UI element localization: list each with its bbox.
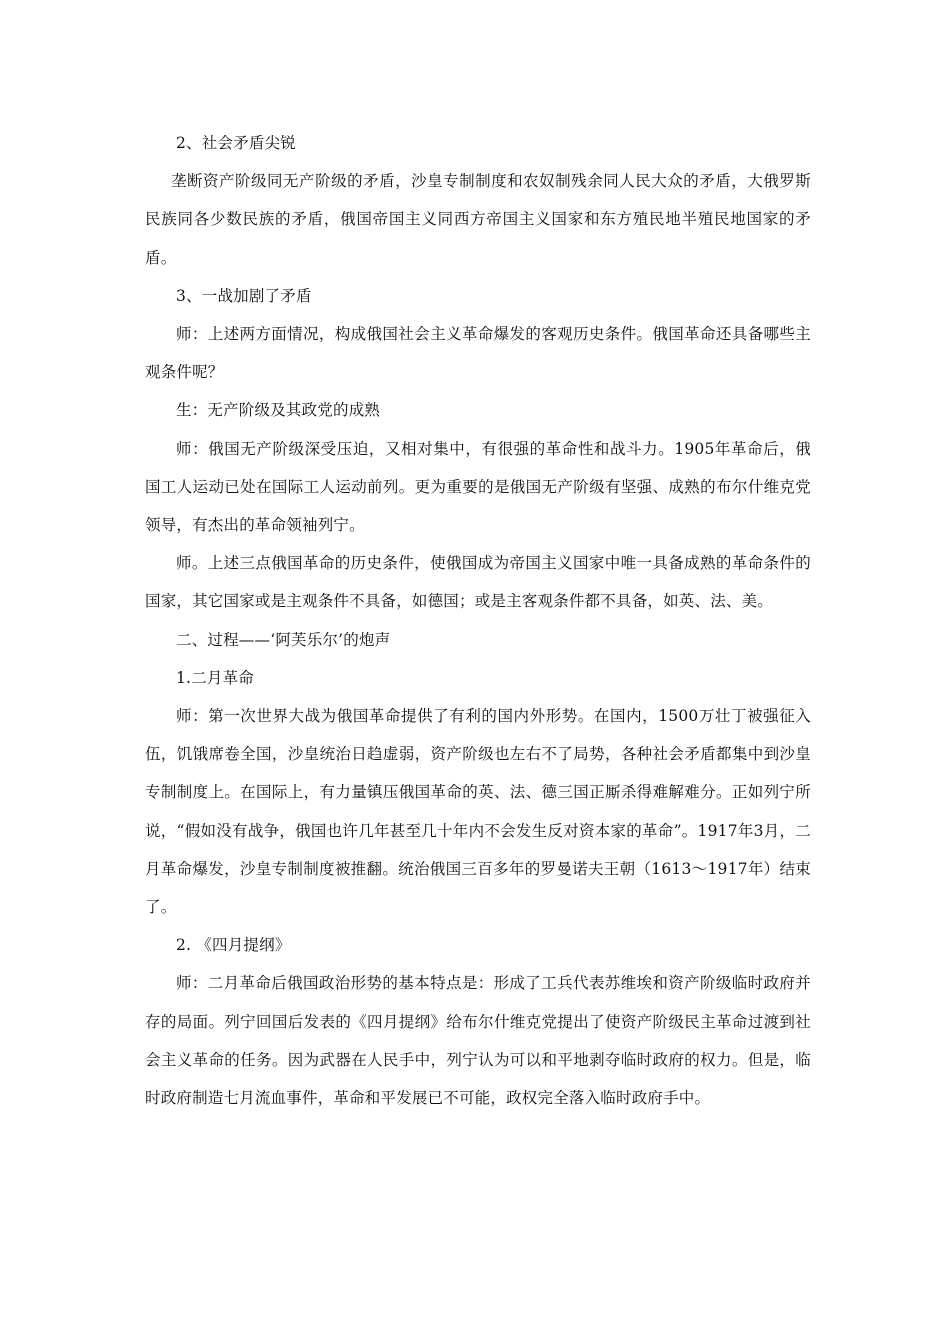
paragraph-teacher-question: 师：上述两方面情况，构成俄国社会主义革命爆发的客观历史条件。俄国革命还具备哪些主观条件呢？ xyxy=(145,325,811,382)
paragraph-teacher-conditions: 师。上述三点俄国革命的历史条件，使俄国成为帝国主义国家中唯一具备成熟的革命条件的国家，其它国家或是主观条件不具备，如德国；或是主客观条件都不具备，如英、法、美。 xyxy=(145,554,811,611)
paragraph-february-revolution: 师：第一次世界大战为俄国革命提供了有利的国内外形势。在国内，1500万壮丁被强征入伍，饥饿席卷全国，沙皇统治日趋虚弱，资产阶级也左右不了局势，各种社会矛盾都集中到沙皇专制制度上。在国际上，有力量镇压俄国革命的英、法、德三国正厮杀得难解难分。正如列宁所说，“假如没有战争，俄国也许几年甚至几十年内不会发生反对资本家的革命”。1917年3月，二月革命爆发，沙皇专制制度被推翻。统治俄国三百多年的罗曼诺夫王朝（1613～1917年）结束了。 xyxy=(145,707,811,917)
heading-social-contradictions: 2、社会矛盾尖锐 xyxy=(176,134,296,152)
document-body xyxy=(145,124,811,1117)
heading-war-intensified: 3、一战加剧了矛盾 xyxy=(176,286,312,305)
heading-february-revolution: 1.二月革命 xyxy=(176,668,254,687)
heading-april-theses: 2. 《四月提纲》 xyxy=(176,936,291,955)
paragraph-april-theses: 师：二月革命后俄国政治形势的基本特点是：形成了工兵代表苏维埃和资产阶级临时政府并存的局面。列宁回国后发表的《四月提纲》给布尔什维克党提出了使资产阶级民主革命过渡到社会主义革命的任务。因为武器在人民手中，列宁认为可以和平地剥夺临时政府的权力。但是，临时政府制造七月流血事件，革命和平发展已不可能，政权完全落入临时政府手中。 xyxy=(145,974,811,1108)
paragraph-student-answer: 生：无产阶级及其政党的成熟 xyxy=(176,401,381,420)
paragraph-contradictions: 垄断资产阶级同无产阶级的矛盾，沙皇专制制度和农奴制残余同人民大众的矛盾，大俄罗斯民族同各少数民族的矛盾，俄国帝国主义同西方帝国主义国家和东方殖民地半殖民地国家的矛盾。 xyxy=(145,172,811,267)
paragraph-teacher-proletariat: 师：俄国无产阶级深受压迫，又相对集中，有很强的革命性和战斗力。1905年革命后，俄国工人运动已处在国际工人运动前列。更为重要的是俄国无产阶级有坚强、成熟的布尔什维克党领导，有杰出的革命领袖列宁。 xyxy=(145,439,811,535)
heading-process-aurora: 二、过程——‘阿芙乐尔’的炮声 xyxy=(176,630,391,649)
